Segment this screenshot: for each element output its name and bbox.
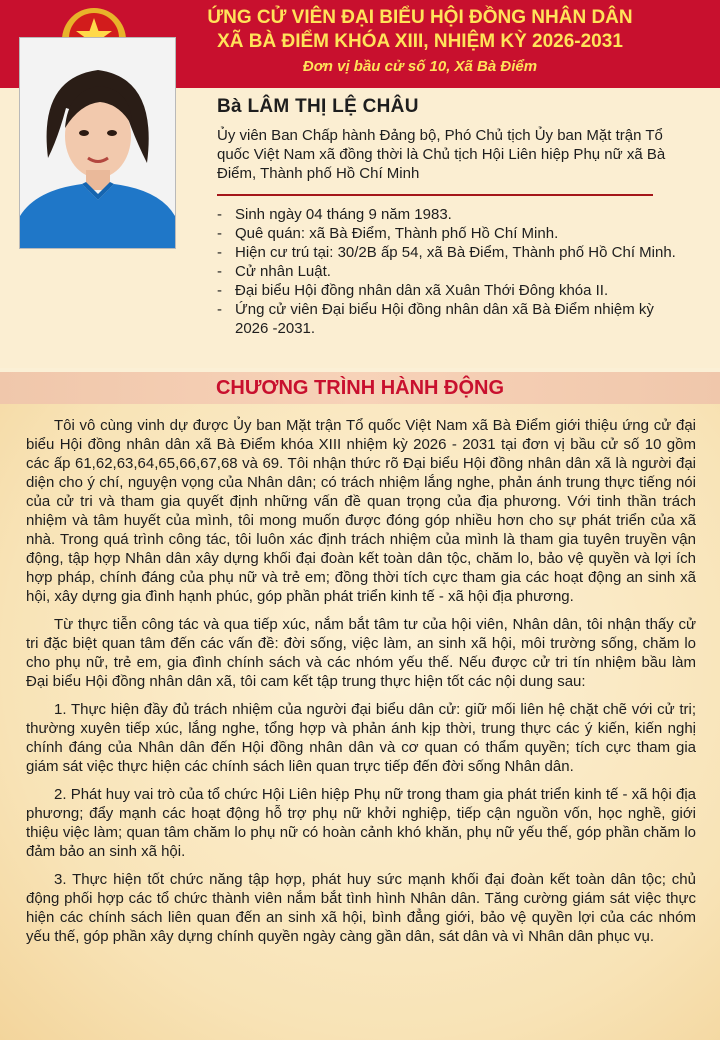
action-program-text <box>26 416 696 955</box>
bio-item-hometown: - Quê quán: xã Bà Điểm, Thành phố Hồ Chí Minh. <box>217 224 687 243</box>
candidate-name: Bà LÂM THỊ LỆ CHÂU <box>217 96 419 117</box>
program-commitment-1: 1. Thực hiện đầy đủ trách nhiệm của người đại biểu dân cử: giữ mối liên hệ chặt chẽ với cử tri; thường xuyên tiếp xúc, lắng nghe, tổng hợp và phản ánh kịp thời, trung thực các ý kiến, kiến nghị chính đáng của Nhân dân đến Hội đồng nhân dân và cơ quan có thẩm quyền; tích cực tham gia giám sát việc thực hiện các chính sách liên quan trực tiếp đến đời sống Nhân dân. <box>26 701 696 775</box>
section-header <box>0 372 720 404</box>
candidate-bio-list <box>217 205 687 338</box>
bio-item-residence: - Hiện cư trú tại: 30/2B ấp 54, xã Bà Điểm, Thành phố Hồ Chí Minh. <box>217 243 687 262</box>
program-commitment-2: 2. Phát huy vai trò của tổ chức Hội Liên hiệp Phụ nữ trong tham gia phát triển kinh tế - xã hội địa phương; đẩy mạnh các hoạt động hỗ trợ phụ nữ khởi nghiệp, tiếp cận nguồn vốn, học nghề, giới thiệu việc làm; quan tâm chăm lo phụ nữ có hoàn cảnh khó khăn, phụ nữ yếu thế, góp phần chăm lo đảm bảo an sinh xã hội. <box>26 786 696 860</box>
header-title-line-1: ỨNG CỬ VIÊN ĐẠI BIỂU HỘI ĐỒNG NHÂN DÂN <box>207 7 633 28</box>
section-title: CHƯƠNG TRÌNH HÀNH ĐỘNG <box>215 377 505 399</box>
program-commitment-3: 3. Thực hiện tốt chức năng tập hợp, phát huy sức mạnh khối đại đoàn kết toàn dân tộc; chủ động phối hợp các tổ chức thành viên nắm bắt tình hình Nhân dân. Tăng cường giám sát việc thực hiện các chính sách liên quan đến an sinh xã hội, bình đẳng giới, bảo vệ quyền lợi của các nhóm yếu thế, góp phần xây dựng chính quyền ngày càng gần dân, sát dân và vì Nhân dân phục vụ. <box>26 871 696 945</box>
bio-item-former-delegate: - Đại biểu Hội đồng nhân dân xã Xuân Thới Đông khóa II. <box>217 281 687 300</box>
program-paragraph-intro: Tôi vô cùng vinh dự được Ủy ban Mặt trận Tổ quốc Việt Nam xã Bà Điểm giới thiệu ứng cử đại biểu Hội đồng nhân dân xã Bà Điểm khóa XIII nhiệm kỳ 2026 - 2031 tại đơn vị bầu cử số 10 gồm các ấp 61,62,63,64,65,66,67,68 và 69. Tôi nhận thức rõ Đại biểu Hội đồng nhân dân xã là người đại diện cho ý chí, nguyện vọng của Nhân dân; có trách nhiệm lắng nghe, phản ánh trung thực tiếng nói của cử tri và tham gia quyết định những vấn đề quan trọng của địa phương. Với tinh thần trách nhiệm và tâm huyết của mình, tôi mong muốn được đóng góp nhiều hơn cho sự phát triển của xã nhà. Trong quá trình công tác, tôi luôn xác định trách nhiệm của mình là tham gia tuyên truyền vận động, tập hợp Nhân dân xây dựng khối đại đoàn kết toàn dân tộc, chăm lo, bảo vệ quyền và lợi ích hợp pháp, chính đáng của phụ nữ và trẻ em; đồng thời tích cực tham gia các hoạt động an sinh xã hội, xây dựng gia đình hạnh phúc, góp phần phát triển kinh tế - xã hội địa phương. <box>26 417 696 605</box>
profile-divider <box>217 194 653 196</box>
bio-item-candidacy: - Ứng cử viên Đại biểu Hội đồng nhân dân xã Bà Điểm nhiệm kỳ 2026 -2031. <box>217 300 687 338</box>
header-title-line-2: XÃ BÀ ĐIỂM KHÓA XIII, NHIỆM KỲ 2026-2031 <box>217 31 623 52</box>
program-paragraph-concerns: Từ thực tiễn công tác và qua tiếp xúc, nắm bắt tâm tư của hội viên, Nhân dân, tôi nhận thấy cử tri đặc biệt quan tâm đến các vấn đề: đời sống, việc làm, an sinh xã hội, môi trường sống, chăm lo cho phụ nữ, trẻ em, gia đình chính sách và các nhóm yếu thế. Nếu được cử tri tín nhiệm bầu làm Đại biểu Hội đồng nhân dân xã, tôi cam kết tập trung thực hiện tốt các nội dung sau: <box>26 616 696 690</box>
header-subtitle: Đơn vị bầu cử số 10, Xã Bà Điểm <box>302 58 538 75</box>
candidate-position: Ủy viên Ban Chấp hành Đảng bộ, Phó Chủ tịch Ủy ban Mặt trận Tổ quốc Việt Nam xã đồng thời là Chủ tịch Hội Liên hiệp Phụ nữ xã Bà Điểm, Thành phố Hồ Chí Minh <box>217 127 666 182</box>
bio-item-birth: - Sinh ngày 04 tháng 9 năm 1983. <box>217 205 687 224</box>
bio-item-education: - Cử nhân Luật. <box>217 262 687 281</box>
candidate-photo <box>19 37 176 249</box>
